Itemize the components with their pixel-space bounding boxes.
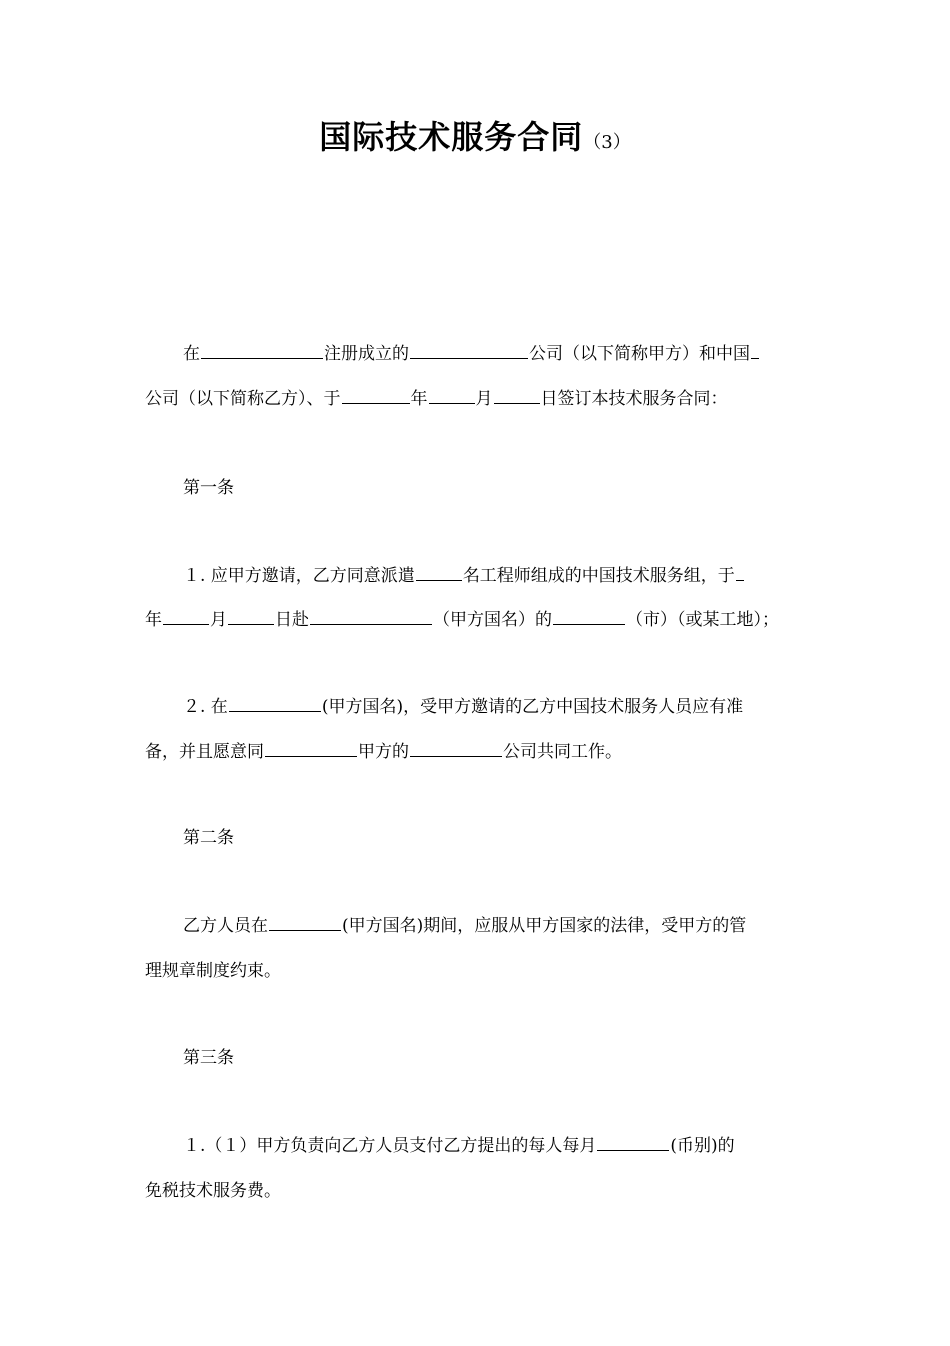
article-2-line-1 [183, 914, 746, 938]
article-2-line-2: 理规章制度约束。 [145, 961, 281, 981]
article-1-para-2-line-1 [183, 695, 743, 719]
blank-field [201, 343, 323, 359]
blank-field [736, 565, 744, 581]
text-segment: (甲方国名)，受甲方邀请的乙方中国技术服务人员应有准 [321, 697, 744, 717]
text-segment: 公司共同工作。 [503, 742, 622, 762]
text-segment: 月 [210, 610, 227, 630]
text-segment: 乙方人员在 [183, 916, 268, 936]
article-2-heading: 第二条 [183, 828, 234, 848]
blank-field [410, 741, 502, 757]
text-segment: １. 应甲方邀请，乙方同意派遣 [183, 566, 415, 586]
blank-field [751, 343, 759, 359]
blank-field [269, 915, 341, 931]
text-segment: 甲方的 [358, 742, 409, 762]
blank-field [429, 388, 475, 404]
text-segment: 年 [410, 389, 428, 409]
text-segment: （市）（或某工地）； [626, 610, 779, 630]
title-number: （3） [583, 132, 631, 153]
blank-field [416, 565, 462, 581]
article-1-para-1-line-1 [183, 564, 745, 588]
text-segment: 月 [475, 389, 493, 409]
article-3-line-1 [183, 1134, 735, 1158]
article-1-para-1-line-2 [145, 608, 779, 632]
blank-field [229, 696, 321, 712]
text-segment: 年 [145, 610, 162, 630]
blank-field [410, 343, 528, 359]
text-segment: 公司（以下简称乙方）、于 [145, 389, 341, 409]
text-segment: 日赴 [275, 610, 309, 630]
text-segment: 名工程师组成的中国技术服务组，于 [462, 566, 735, 586]
text-segment: １.（１）甲方负责向乙方人员支付乙方提出的每人每月 [183, 1136, 597, 1156]
blank-field [553, 609, 625, 625]
article-3-heading: 第三条 [183, 1048, 234, 1068]
text-segment: 注册成立的 [324, 344, 409, 364]
blank-field [228, 609, 274, 625]
blank-field [342, 388, 410, 404]
blank-field [494, 388, 540, 404]
text-segment: 公司（以下简称甲方）和中国 [529, 344, 750, 364]
blank-field [163, 609, 209, 625]
preamble-line-2 [145, 387, 728, 411]
text-segment: (甲方国名)期间，应服从甲方国家的法律，受甲方的管 [342, 916, 747, 936]
preamble-line-1 [183, 342, 760, 366]
article-1-heading: 第一条 [183, 478, 234, 498]
text-segment: 日签订本技术服务合同： [540, 389, 728, 409]
text-segment: (币别)的 [670, 1136, 735, 1156]
article-1-para-2-line-2 [145, 740, 622, 764]
title-text: 国际技术服务合同 [319, 118, 584, 156]
blank-field [265, 741, 357, 757]
text-segment: ２. 在 [183, 697, 228, 717]
blank-field [597, 1135, 669, 1151]
blank-field [310, 609, 432, 625]
text-segment: （甲方国名）的 [433, 610, 552, 630]
document-title [0, 112, 950, 158]
article-3-line-2: 免税技术服务费。 [145, 1181, 281, 1201]
text-segment: 在 [183, 344, 200, 364]
text-segment: 备，并且愿意同 [145, 742, 264, 762]
